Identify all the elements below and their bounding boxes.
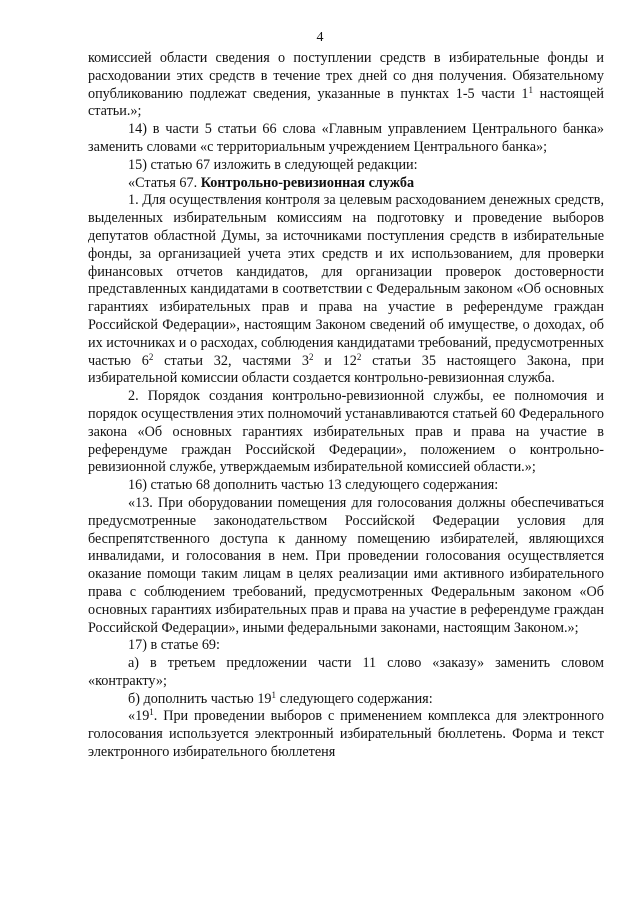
paragraph (88, 121, 604, 157)
text-run: 2. Порядок создания контрольно-ревизионной службы, ее полномочия и порядок осуществления этих полномочий устанавливаются статьей 60 Федерального закона «Об основных гарантиях избирательных прав и права на участие в референдуме граждан Российской Федерации», положением о контрольно-ревизионной службе, утверждаемым избирательной комиссией области.»; (88, 388, 604, 476)
superscript: 2 (309, 351, 314, 362)
paragraph (88, 50, 604, 121)
paragraph (88, 477, 604, 495)
superscript: 1 (271, 689, 277, 700)
document-body (88, 50, 604, 762)
text-run: 1. Для осуществления контроля за целевым расходованием денежных средств, выделенных избирательным комиссиям на подготовку и проведение выборов депутатов областной Думы, за источниками поступления средств в избирательные фонды, за организацией учета этих средств и их использованием, для проверки финансовых отчетов кандидатов, для организации проверок достоверности представленных кандидатами в соответствии с Федеральным законом «Об основных гарантиях избирательных прав и права на участие в референдуме граждан Российской Федерации», настоящим Законом сведений об имуществе, о доходах, об их источниках и о расходах, соблюдения кандидатами требований, предусмотренных частью 6 (88, 192, 604, 369)
superscript: 1 (149, 707, 154, 718)
paragraph (88, 157, 604, 175)
text-run: «19 (128, 708, 150, 725)
paragraph (88, 691, 604, 709)
text-run: б) дополнить частью 19 (128, 690, 272, 707)
text-run: «13. При оборудовании помещения для голосования должны обеспечиваться предусмотренные законодательством Российской Федерации условия для беспрепятственного доступа к данному помещению избирателей, являющихся инвалидами, и голосования в нем. При проведении голосования осуществляется оказание помощи таким лицам в целях реализации ими активного избирательного права с соблюдением требований, предусмотренных Федеральным законом «Об основных гарантиях избирательных прав и права на участие в референдуме граждан Российской Федерации», иными федеральными законами, настоящим Законом.»; (88, 494, 604, 636)
text-run: «Статья 67. (128, 174, 201, 191)
superscript: 2 (148, 351, 154, 362)
text-run: настоящей статьи.»; (88, 85, 604, 120)
paragraph (88, 637, 604, 655)
article-title: Контрольно-ревизионная служба (200, 174, 415, 191)
text-run: следующего содержания: (276, 690, 433, 707)
page-number: 4 (316, 30, 324, 45)
text-run: 17) в статье 69: (128, 637, 220, 654)
paragraph (88, 495, 604, 637)
paragraph (88, 175, 604, 193)
text-run: а) в третьем предложении части 11 слово «заказу» заменить словом «контракту»; (88, 655, 604, 689)
paragraph (88, 388, 604, 477)
paragraph (88, 192, 604, 388)
text-run: статьи 32, частями 3 (153, 352, 310, 369)
text-run: статьи 35 настоящего Закона, при избирательной комиссии области создается контрольно-ревизионная служба. (88, 352, 605, 387)
paragraph (88, 655, 604, 691)
text-run: 15) статью 67 изложить в следующей редакции: (128, 156, 418, 173)
text-run: . При проведении выборов с применением комплекса для электронного голосования используется электронный избирательный бюллетень. Форма и текст электронного избирательного бюллетеня (88, 708, 604, 761)
superscript: 2 (356, 351, 362, 362)
superscript: 1 (528, 84, 533, 95)
text-run: 16) статью 68 дополнить частью 13 следующего содержания: (128, 477, 499, 494)
paragraph (88, 708, 604, 761)
text-run: комиссией области сведения о поступлении средств в избирательные фонды и расходовании этих средств в течение трех дней со дня получения. Обязательному опубликованию подлежат сведения, указанные в пунктах 1-5 части 1 (88, 50, 604, 102)
text-run: и 12 (313, 352, 357, 369)
text-run: 14) в части 5 статьи 66 слова «Главным управлением Центрального банка» заменить словами «с территориальным учреждением Центрального банка»; (88, 121, 604, 155)
